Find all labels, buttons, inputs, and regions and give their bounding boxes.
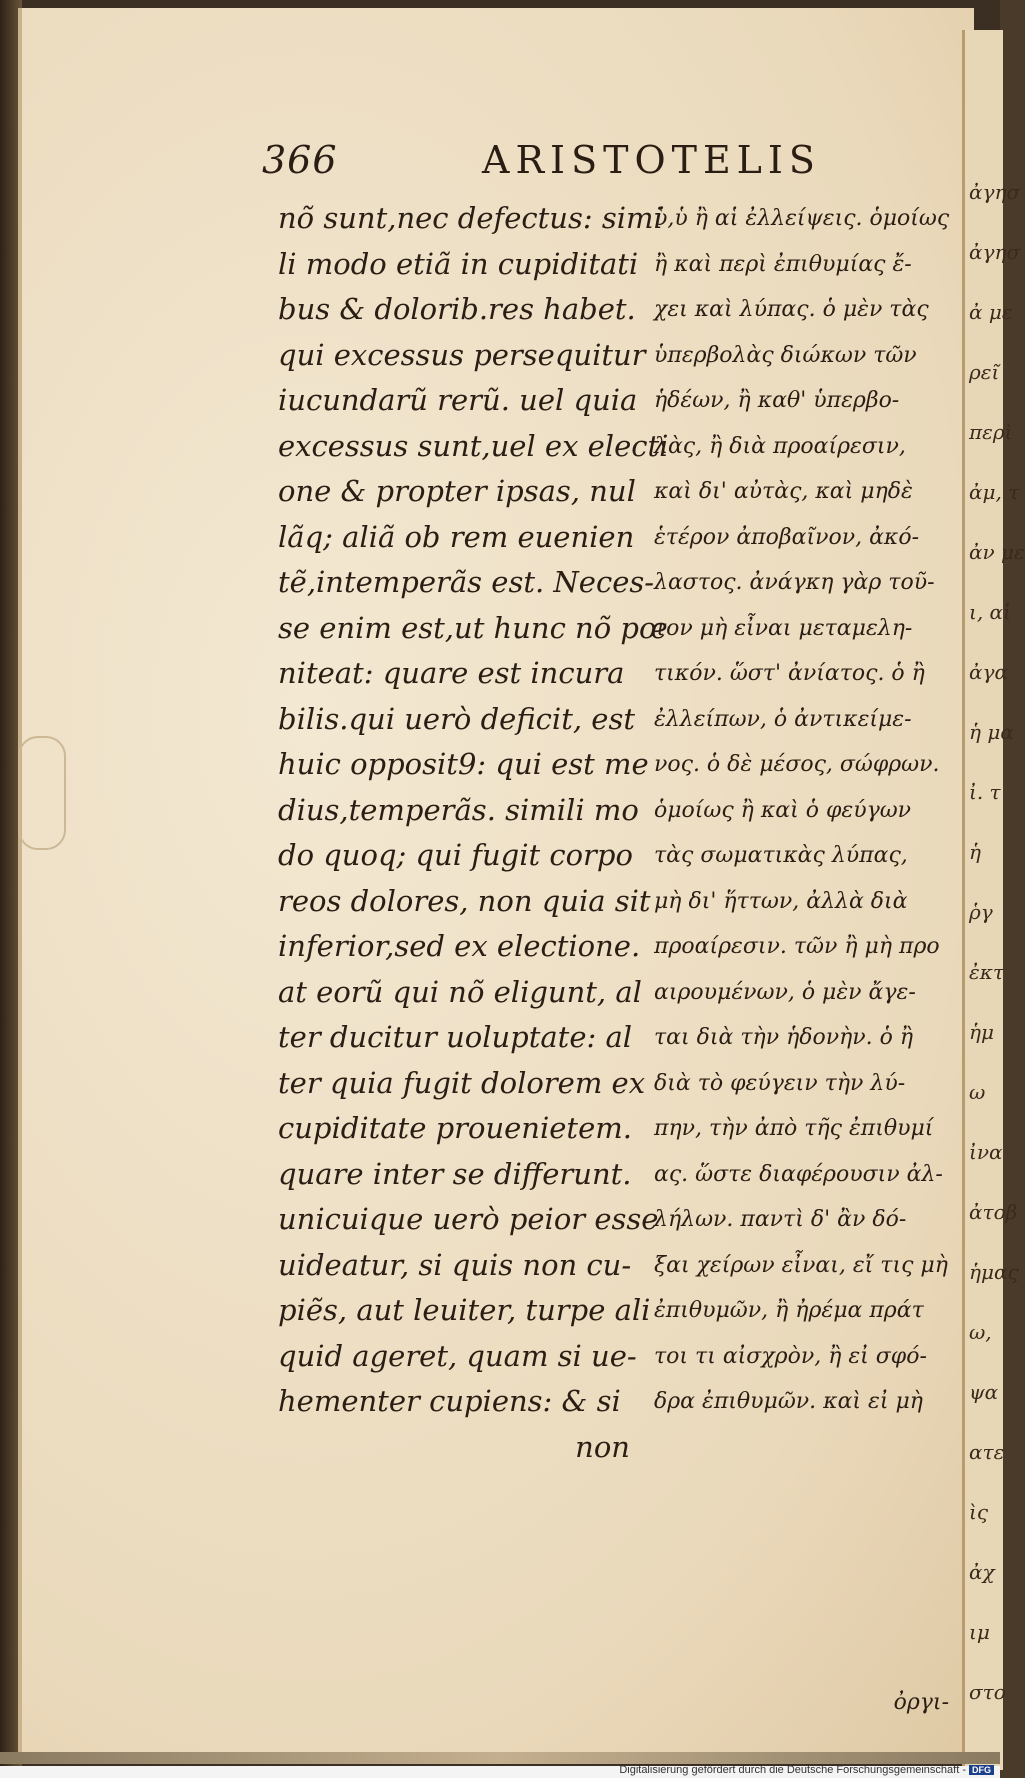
- facing-page-fragment: ατε: [969, 1440, 1005, 1464]
- latin-line: uideatur, si quis non cu-: [278, 1247, 632, 1282]
- running-title: ARISTOTELIS: [482, 138, 821, 182]
- scan-bottom-edge: [0, 1752, 1000, 1764]
- greek-line: ἢ καὶ περὶ ἐπιθυμίας ἔ-: [654, 251, 912, 277]
- greek-line: τον μὴ εἶναι μεταμελη-: [654, 615, 913, 641]
- latin-line: dius,temperãs. simili mo: [278, 792, 639, 827]
- greek-line: τὰς σωματικὰς λύπας,: [654, 843, 908, 868]
- facing-page-fragment: ἡμ: [969, 1020, 994, 1044]
- greek-line: τοι τι αἰσχρὸν, ἢ εἰ σφό-: [654, 1343, 927, 1369]
- greek-line: λαστος. ἀνάγκη γὰρ τοῦ-: [654, 570, 935, 595]
- greek-line: ὁμοίως ἢ καὶ ὁ φεύγων: [654, 797, 912, 823]
- greek-line: ὑπερβολὰς διώκων τῶν: [654, 342, 917, 368]
- greek-line: μὴ δι' ἥττων, ἀλλὰ διὰ: [654, 888, 908, 914]
- dfg-logo: DFG: [969, 1765, 994, 1775]
- latin-line: hementer cupiens: & si: [278, 1384, 621, 1418]
- greek-line: λήλων. παντὶ δ' ἂν δό-: [654, 1207, 907, 1232]
- latin-line: quid ageret, quam si ue-: [278, 1338, 637, 1373]
- latin-line: iucundarũ rerũ. uel quia: [278, 383, 638, 417]
- greek-line: ἐπιθυμῶν, ἢ ἠρέμα πράτ: [654, 1298, 924, 1323]
- facing-page-fragment: στο: [969, 1680, 1006, 1704]
- facing-page-fragment: ἀ με: [969, 300, 1013, 324]
- greek-column: [654, 196, 959, 1425]
- facing-page-fragment: ἀμ, τ: [969, 480, 1020, 504]
- facing-page-fragment: ὶς: [969, 1500, 989, 1524]
- greek-line: ἑτέρον ἀποβαῖνον, ἀκό-: [654, 524, 920, 550]
- latin-line: quare inter se differunt.: [278, 1156, 632, 1191]
- page-number: 366: [262, 138, 338, 182]
- facing-page-fragment: ἡ: [969, 840, 981, 864]
- greek-line: ἡδέων, ἢ καθ' ὑπερβο-: [654, 388, 900, 413]
- facing-page-fragment: ρεῖ: [969, 360, 1000, 384]
- credit-text: Digitalisierung gefördert durch die Deutsche Forschungsgemeinschaft -: [619, 1764, 966, 1776]
- latin-line: qui excessus persequitur: [278, 337, 646, 372]
- greek-line: ται διὰ τὴν ἡδονὴν. ὁ ἢ: [654, 1025, 914, 1050]
- facing-page-fragment: ἡμας: [969, 1260, 1019, 1284]
- greek-line: ἐλλείπων, ὁ ἀντικείμε-: [654, 706, 912, 732]
- greek-line: αιρουμένων, ὁ μὲν ἄγε-: [654, 979, 916, 1005]
- latin-line: reos dolores, non quia sit: [278, 883, 651, 918]
- latin-line: piẽs, aut leuiter, turpe ali: [278, 1293, 651, 1327]
- facing-page-fragment: περὶ: [969, 420, 1013, 444]
- latin-line: inferior,sed ex electione.: [278, 929, 641, 963]
- greek-line: ὑ,ὑ ἢ αἱ ἐλλείψεις. ὁμοίως: [654, 206, 950, 231]
- latin-line: bilis.qui uerò deficit, est: [278, 701, 635, 736]
- facing-page-edge: [962, 30, 1025, 1770]
- greek-line: πην, τὴν ἀπὸ τῆς ἐπιθυμί: [654, 1116, 934, 1141]
- page-header: [0, 138, 1000, 198]
- facing-page-fragment: ἰνα: [969, 1140, 1003, 1164]
- latin-line: ter ducitur uoluptate: al: [278, 1020, 633, 1054]
- latin-line: huic opposit9: qui est me: [278, 747, 649, 781]
- latin-line: excessus sunt,uel ex electi: [278, 428, 669, 463]
- latin-column: [278, 196, 669, 1470]
- facing-page-fragment: ἰ. τ: [969, 780, 1001, 804]
- latin-line: do quoq; qui fugit corpo: [278, 838, 633, 872]
- greek-line: τικόν. ὥστ' ἀνίατος. ὁ ἢ: [654, 661, 925, 686]
- facing-page-fragment: ιμ: [969, 1620, 990, 1644]
- greek-line: διὰ τὸ φεύγειν τὴν λύ-: [654, 1070, 906, 1096]
- facing-page-fragment: ι, αἱ: [969, 600, 1011, 624]
- latin-line: bus & dolorib.res habet.: [278, 292, 636, 326]
- latin-line: cupiditate prouenietem.: [278, 1111, 632, 1145]
- facing-page-fragment: ἀχ: [969, 1560, 995, 1584]
- digitization-credit: [619, 1764, 994, 1776]
- greek-line: καὶ δι' αὐτὰς, καὶ μηδὲ: [654, 479, 913, 504]
- facing-page-fragment: ω,: [969, 1320, 992, 1344]
- latin-line: at eorũ qui nõ eligunt, al: [278, 974, 642, 1009]
- latin-line: li modo etiã in cupiditati: [278, 246, 639, 281]
- greek-line: ας. ὥστε διαφέρουσιν ἀλ-: [654, 1161, 943, 1187]
- facing-page-fragment: ψα: [969, 1380, 999, 1404]
- greek-line: χει καὶ λύπας. ὁ μὲν τὰς: [654, 297, 929, 322]
- facing-page-fragment: ἀγα: [969, 660, 1008, 684]
- facing-page-fragment: ω: [969, 1080, 986, 1104]
- greek-line: δρα ἐπιθυμῶν. καὶ εἰ μὴ: [654, 1389, 923, 1414]
- facing-page-fragment: ἡ μα: [969, 720, 1014, 744]
- greek-line: νος. ὁ δὲ μέσος, σώφρων.: [654, 752, 940, 777]
- facing-page-fragment: ῥγ: [969, 900, 993, 924]
- facing-page-fragment: ἐκτ: [969, 960, 1004, 984]
- page-clasp-mark: [18, 736, 66, 850]
- latin-line: non: [575, 1429, 630, 1464]
- latin-line: one & propter ipsas, nul: [278, 474, 636, 508]
- facing-page-fragment: ἀγησ: [969, 240, 1021, 264]
- facing-page-fragment: ἀτοβ: [969, 1200, 1018, 1224]
- catchword: ὀργι-: [893, 1690, 949, 1715]
- latin-line: unicuique uerò peior esse: [278, 1202, 659, 1236]
- greek-line: ξαι χείρων εἶναι, εἴ τις μὴ: [654, 1252, 948, 1278]
- facing-page-fragment: ἀγησ: [969, 180, 1021, 204]
- greek-line: λὰς, ἢ διὰ προαίρεσιν,: [654, 433, 906, 459]
- latin-line: tẽ,intemperãs est. Neces-: [278, 565, 655, 599]
- greek-line: προαίρεσιν. τῶν ἢ μὴ προ: [654, 934, 940, 959]
- latin-line: niteat: quare est incura: [278, 656, 625, 690]
- latin-line: ter quia fugit dolorem ex: [278, 1065, 646, 1100]
- latin-line: nõ sunt,nec defectus: simi: [278, 201, 663, 235]
- latin-line: se enim est,ut hunc nõ pœ: [278, 610, 668, 645]
- latin-line: lãq; aliã ob rem euenien: [278, 519, 635, 554]
- facing-page-fragment: ἀν με: [969, 540, 1025, 564]
